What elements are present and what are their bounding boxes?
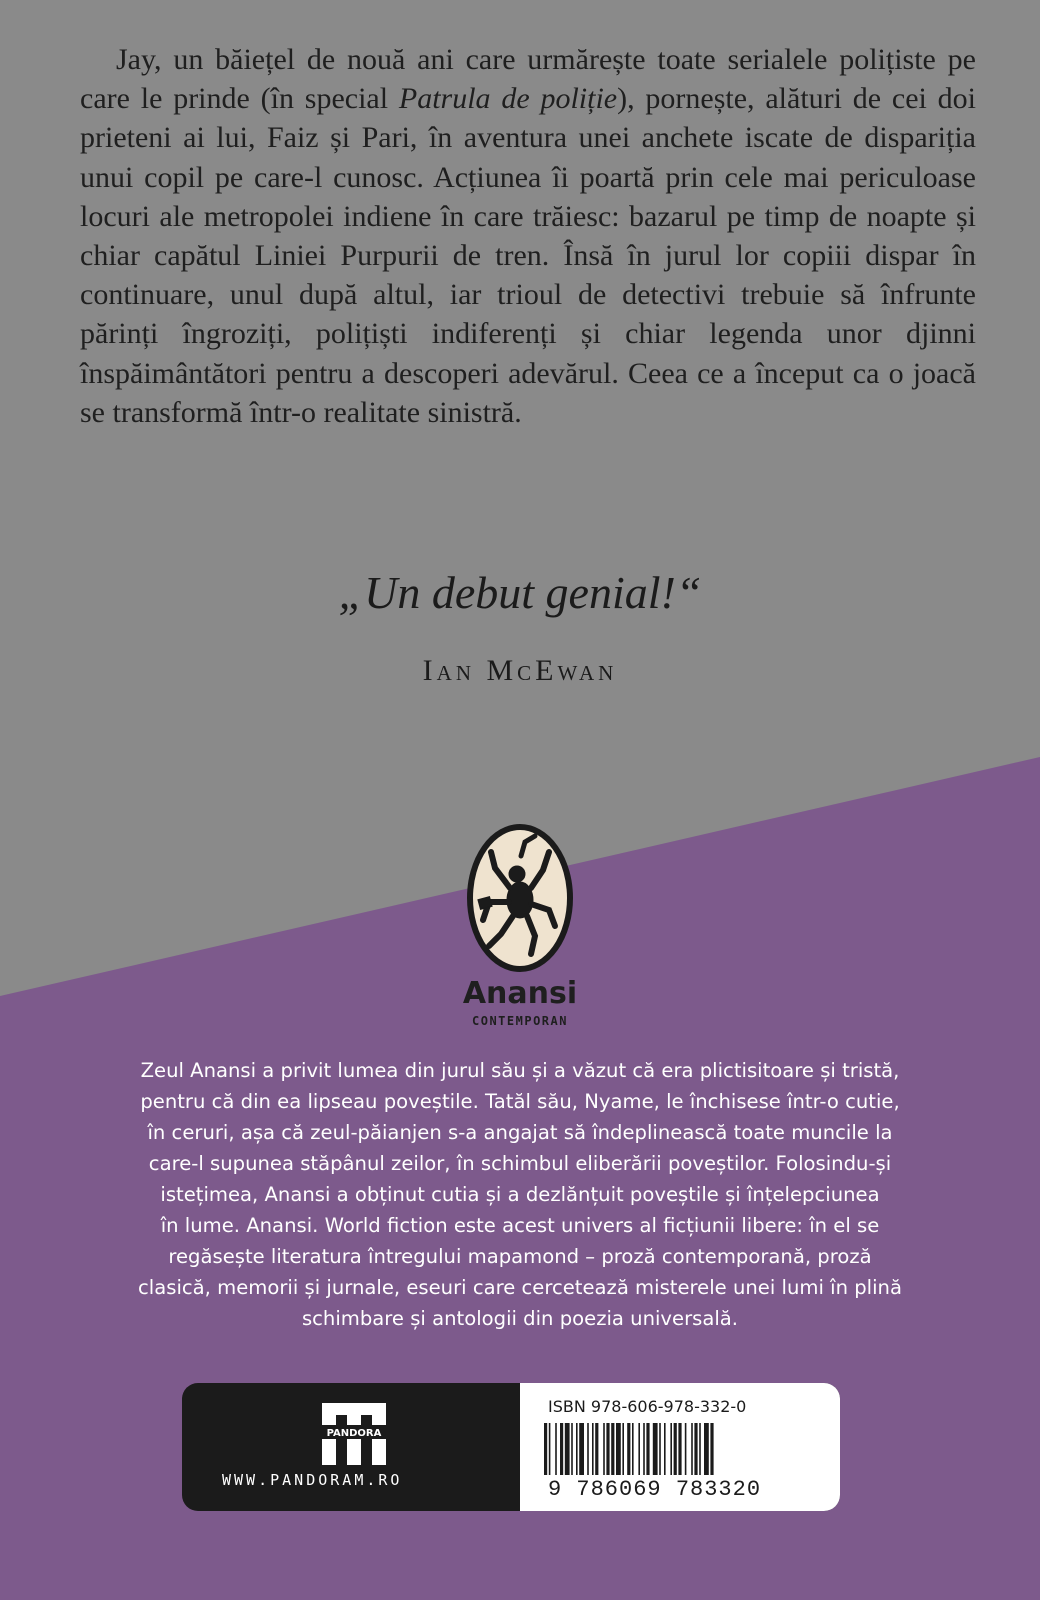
blurb-italic-title: Patrula de poliție xyxy=(398,82,618,116)
barcode-bar xyxy=(592,1423,594,1475)
barcode-bar xyxy=(694,1423,697,1475)
series-line: schimbare și antologii din poezia universală. xyxy=(301,1307,739,1330)
barcode-bar xyxy=(659,1423,661,1475)
barcode-bar xyxy=(544,1423,547,1475)
barcode-bar xyxy=(627,1423,630,1475)
barcode-bar xyxy=(579,1423,584,1475)
series-line: clasică, memorii și jurnale, eseuri care cercetează misterele unei lumi în plină xyxy=(138,1276,902,1299)
series-line: regăsește literatura întregului mapamond – proză contemporană, proză xyxy=(168,1245,872,1268)
barcode-bar xyxy=(555,1423,557,1475)
barcode-bar xyxy=(691,1423,693,1475)
barcode-bar xyxy=(670,1423,672,1475)
imprint-name: Anansi xyxy=(462,976,578,1011)
barcode-bar xyxy=(632,1423,634,1475)
book-blurb xyxy=(80,40,976,432)
barcode-bar xyxy=(643,1423,645,1475)
barcode-bar xyxy=(565,1423,570,1475)
series-description xyxy=(100,1055,940,1334)
endorsement-author: Ian McEwan xyxy=(422,654,618,687)
barcode-panel xyxy=(520,1383,840,1511)
series-line: care-l supunea stăpânul zeilor, în schimbul eliberării poveștilor. Folosindu-și xyxy=(148,1152,892,1175)
barcode-bar xyxy=(595,1423,598,1475)
barcode-bar xyxy=(571,1423,573,1475)
barcode-bar xyxy=(678,1423,681,1475)
barcode-bar xyxy=(674,1423,677,1475)
barcode-bar xyxy=(664,1423,666,1475)
publisher-website: WWW.PANDORAM.RO xyxy=(222,1471,403,1489)
barcode-bar xyxy=(653,1423,658,1475)
series-line: istețimea, Anansi a obținut cutia și a dezlănțuit poveștile și înțelepciunea xyxy=(160,1183,880,1206)
barcode-bar xyxy=(685,1423,687,1475)
series-line: Zeul Anansi a privit lumea din jurul său și a văzut că era plictisitoare și tristă, xyxy=(140,1059,900,1082)
imprint-subtitle: CONTEMPORAN xyxy=(472,1014,568,1028)
barcode-bar xyxy=(603,1423,605,1475)
anansi-spider-figure-icon xyxy=(465,822,575,974)
pandora-logo-text: PANDORA xyxy=(326,1428,382,1439)
isbn-number: ISBN 978-606-978-332-0 xyxy=(548,1397,747,1416)
ean-number: 9 786069 783320 xyxy=(548,1477,762,1502)
barcode-image xyxy=(544,1423,816,1475)
barcode-bar xyxy=(611,1423,614,1475)
barcode-bar xyxy=(616,1423,621,1475)
barcode-bar xyxy=(699,1423,701,1475)
publisher-footer xyxy=(182,1383,840,1511)
blurb-text-start: Jay, un băiețel de nouă ani care urmărește toate serialele polițiste pe care le prinde (în special xyxy=(80,43,976,116)
barcode-bar xyxy=(638,1423,640,1475)
barcode-bar xyxy=(704,1423,709,1475)
pandora-logo xyxy=(322,1403,386,1465)
series-line: în ceruri, așa că zeul-păianjen s-a angajat să îndeplinească toate muncile la xyxy=(147,1121,893,1144)
barcode-bar xyxy=(560,1423,563,1475)
series-line: în lume. Anansi. World fiction este acest univers al ficțiunii libere: în el se xyxy=(160,1214,880,1237)
series-line: pentru că din ea lipseau poveștile. Tatăl său, Nyame, le închisese într-o cutie, xyxy=(140,1090,900,1113)
endorsement-quote: „Un debut genial!“ xyxy=(338,567,702,618)
barcode-bar xyxy=(606,1423,609,1475)
barcode-bar xyxy=(549,1423,551,1475)
barcode-bar xyxy=(710,1423,713,1475)
barcode-bar xyxy=(646,1423,649,1475)
blurb-text-end: ), pornește, alături de cei doi prieteni ai lui, Faiz și Pari, în aventura unei anchete iscate de dispariția unui copil pe care-l cunosc. Acțiunea îi poartă prin cele mai periculoase locuri ale metropolei indiene în care trăiesc: bazarul pe timp de noapte și chiar capătul Liniei Purpurii de tren. Însă în jurul lor copiii dispar în continuare, unul după altul, iar trioul de detectivi trebuie să înfrunte părinți îngroziți, polițiști indiferenți și chiar legenda unor djinni înspăimântători pentru a descoperi adevărul. Ceea ce a început ca o joacă se transformă într-o realitate sinistră. xyxy=(80,82,977,429)
barcode-bar xyxy=(622,1423,624,1475)
barcode-bar xyxy=(576,1423,578,1475)
barcode-bar xyxy=(587,1423,589,1475)
